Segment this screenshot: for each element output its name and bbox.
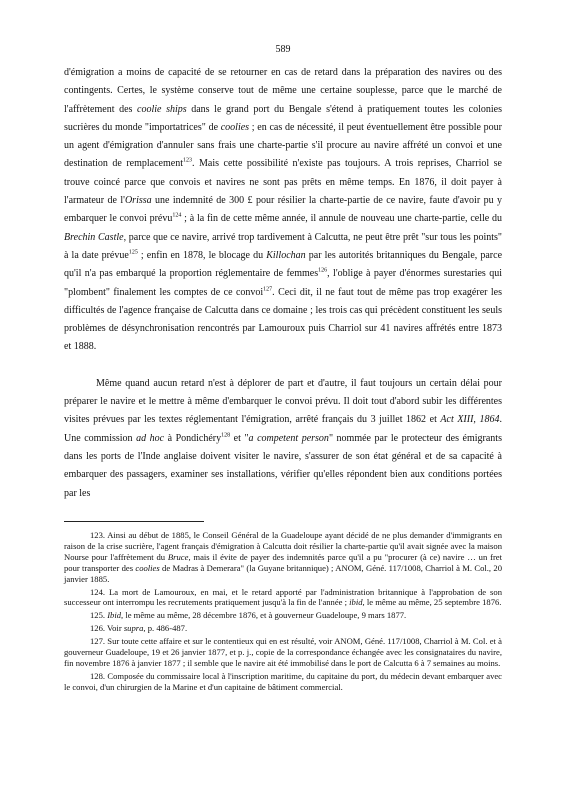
italic-text: ibid: [349, 597, 363, 608]
page-number: 589: [275, 44, 291, 55]
italic-text: coolies: [135, 562, 160, 573]
paragraph: [64, 375, 502, 503]
text-run: 123. Ainsi au début de 1885, le Conseil Général de la Guadeloupe ayant décidé de ne plus demander d'immigrants en raison de la crise sucrière, l'agent français d'émigration à Calcutta doit résilier la charte-partie qu'il avait signée avec la maison Nourse pour l'affrètement du: [64, 530, 502, 562]
italic-text: Bruce: [167, 551, 189, 562]
text-run: . Mais cette possibilité n'existe pas toujours. A trois reprises, Charriol se trouve coincé parce que convois et navires ne sont pas prêts en même temps. En 1876, il doit payer à l'armateur de l': [64, 158, 502, 207]
text-run: 125.: [90, 610, 108, 621]
italic-text: Ibid: [107, 610, 122, 621]
footnote-ref: 128: [221, 432, 231, 439]
footnote-ref: 123: [182, 158, 192, 165]
text-run: par les autorités britanniques du Bengale, parce qu'il n'a pas embarqué la proportion réglementaire de femmes: [64, 249, 503, 280]
italic-text: Brechin Castle: [64, 231, 124, 243]
text-run: et ": [230, 432, 249, 444]
text-run: , le même au même, 28 décembre 1876, et à gouverneur Guadeloupe, 9 mars 1877.: [121, 610, 407, 621]
text-run: , l'oblige à payer d'énormes surestaries qui "plombent" finalement les comptes de ce convoi: [64, 268, 502, 298]
text-run: , mais il évite de payer des indemnités parce qu'il a pu "procurer (à ce) navire … un fret pour transporter des: [64, 551, 503, 573]
text-run: , p. 486-487.: [143, 623, 188, 634]
footnote-ref: 127: [263, 286, 273, 293]
footnote-ref: 125: [128, 249, 138, 256]
text-run: 127. Sur toute cette affaire et sur le contentieux qui en est résulté, voir ANOM, Géné. 117/1008, Charriol à M. Col. et à gouverneur Guadeloupe, 19 et 26 janvier 1877, et p. j., copie de la correspondance échangée avec les consignataires du navire, fin novembre 1876 à janvier 1877 ; il semble que le navire ait été immobilisé dans le port de Calcutta 6 à 7 semaines au moins.: [64, 636, 502, 668]
italic-text: a competent person: [248, 432, 329, 444]
text-run: , le même au même, 25 septembre 1876.: [362, 597, 502, 608]
italic-text: coolie ships: [137, 103, 187, 115]
text-run: d'émigration a moins de capacité de se retourner en cas de retard dans la préparation des navires ou des contingents. Certes, le système conserve tout de même une certaine souplesse, parce que le marché de l'affrètement des: [64, 67, 502, 115]
text-run: , parce que ce navire, arrivé trop tardivement à Calcutta, ne peut être prêt "sur tous les points" à la date prévue: [64, 231, 502, 261]
text-run: . Ceci dit, il ne faut tout de même pas trop exagérer les difficultés de l'agence française de Calcutta dans ce domaine ; les trois cas qui précèdent constituent les seuls problèmes de désynchronisation rencontrés par Lamouroux puis Charriol sur 41 navires affrétés entre 1873 et 1888.: [64, 286, 502, 353]
footnotes: [64, 530, 502, 695]
text-run: . Une commission: [64, 414, 502, 444]
text-run: 126. Voir: [90, 623, 124, 634]
italic-text: supra: [123, 623, 144, 634]
text-run: de Madras à Demerara" (la Guyane britannique) ; ANOM, Géné. 117/1008, Charriol à M. Col., 20 janvier 1885.: [64, 562, 502, 584]
text-run: ; à la fin de cette même année, il annule de nouveau une charte-partie, celle du: [181, 213, 502, 225]
italic-text: Act XIII, 1864: [440, 414, 500, 426]
footnote: [64, 530, 502, 585]
footnote: [64, 587, 502, 609]
footnote: [64, 610, 502, 621]
text-run: ; enfin en 1878, le blocage du: [137, 249, 267, 261]
body-text: [64, 64, 502, 503]
italic-text: Killochan: [266, 249, 306, 261]
text-run: Même quand aucun retard n'est à déplorer de part et d'autre, il faut toujours un certain délai pour préparer le navire et le mettre à même d'embarquer le convoi prévu. Il doit tout d'abord subir les différentes visites prévues par les textes réglementant l'émigration, arrêté français du 3 juillet 1862 et: [64, 377, 502, 426]
text-run: une indemnité de 300 £ pour résilier la charte-partie de ce navire, faute d'avoir pu y embarquer le convoi prévu: [64, 195, 502, 225]
italic-text: ad hoc: [136, 432, 165, 444]
text-run: à Pondichéry: [164, 432, 222, 444]
text-run: " nommée par le protecteur des émigrants dans les ports de l'Inde anglaise doivent visiter le navire, s'assurer de son état général et de sa capacité à embarquer des passagers, examiner ses installations, vérifier qu'elles répondent bien aux conditions portées par les: [64, 432, 502, 499]
footnote-ref: 126: [318, 267, 328, 274]
text-run: dans le grand port du Bengale s'étend à pratiquement toutes les colonies sucrières du monde "importatrices" de: [64, 103, 502, 133]
italic-text: coolies: [220, 121, 250, 133]
footnote-separator: [64, 521, 204, 522]
text-run: 124. La mort de Lamouroux, en mai, et le retard apporté par l'administration britannique à l'approbation de son successeur ont interrompu les recrutements pratiquement jusqu'à la fin de l'année ;: [64, 586, 502, 608]
italic-text: Orissa: [124, 195, 152, 207]
text-run: ; en cas de nécessité, il peut éventuellement être possible pour un agent d'émigration d'annuler sans frais une charte-partie s'il procure au navire affrété un convoi et une destination de remplacement: [64, 121, 502, 170]
text-run: 128. Composée du commissaire local à l'inscription maritime, du capitaine du port, du médecin devant embarquer avec le convoi, d'un chirurgien de la Marine et d'un capitaine de bâtiment commercial.: [64, 670, 502, 692]
footnote: [64, 671, 502, 693]
footnote: [64, 636, 502, 669]
paragraph: [64, 64, 502, 357]
footnote: [64, 623, 502, 634]
footnote-ref: 124: [172, 213, 182, 220]
